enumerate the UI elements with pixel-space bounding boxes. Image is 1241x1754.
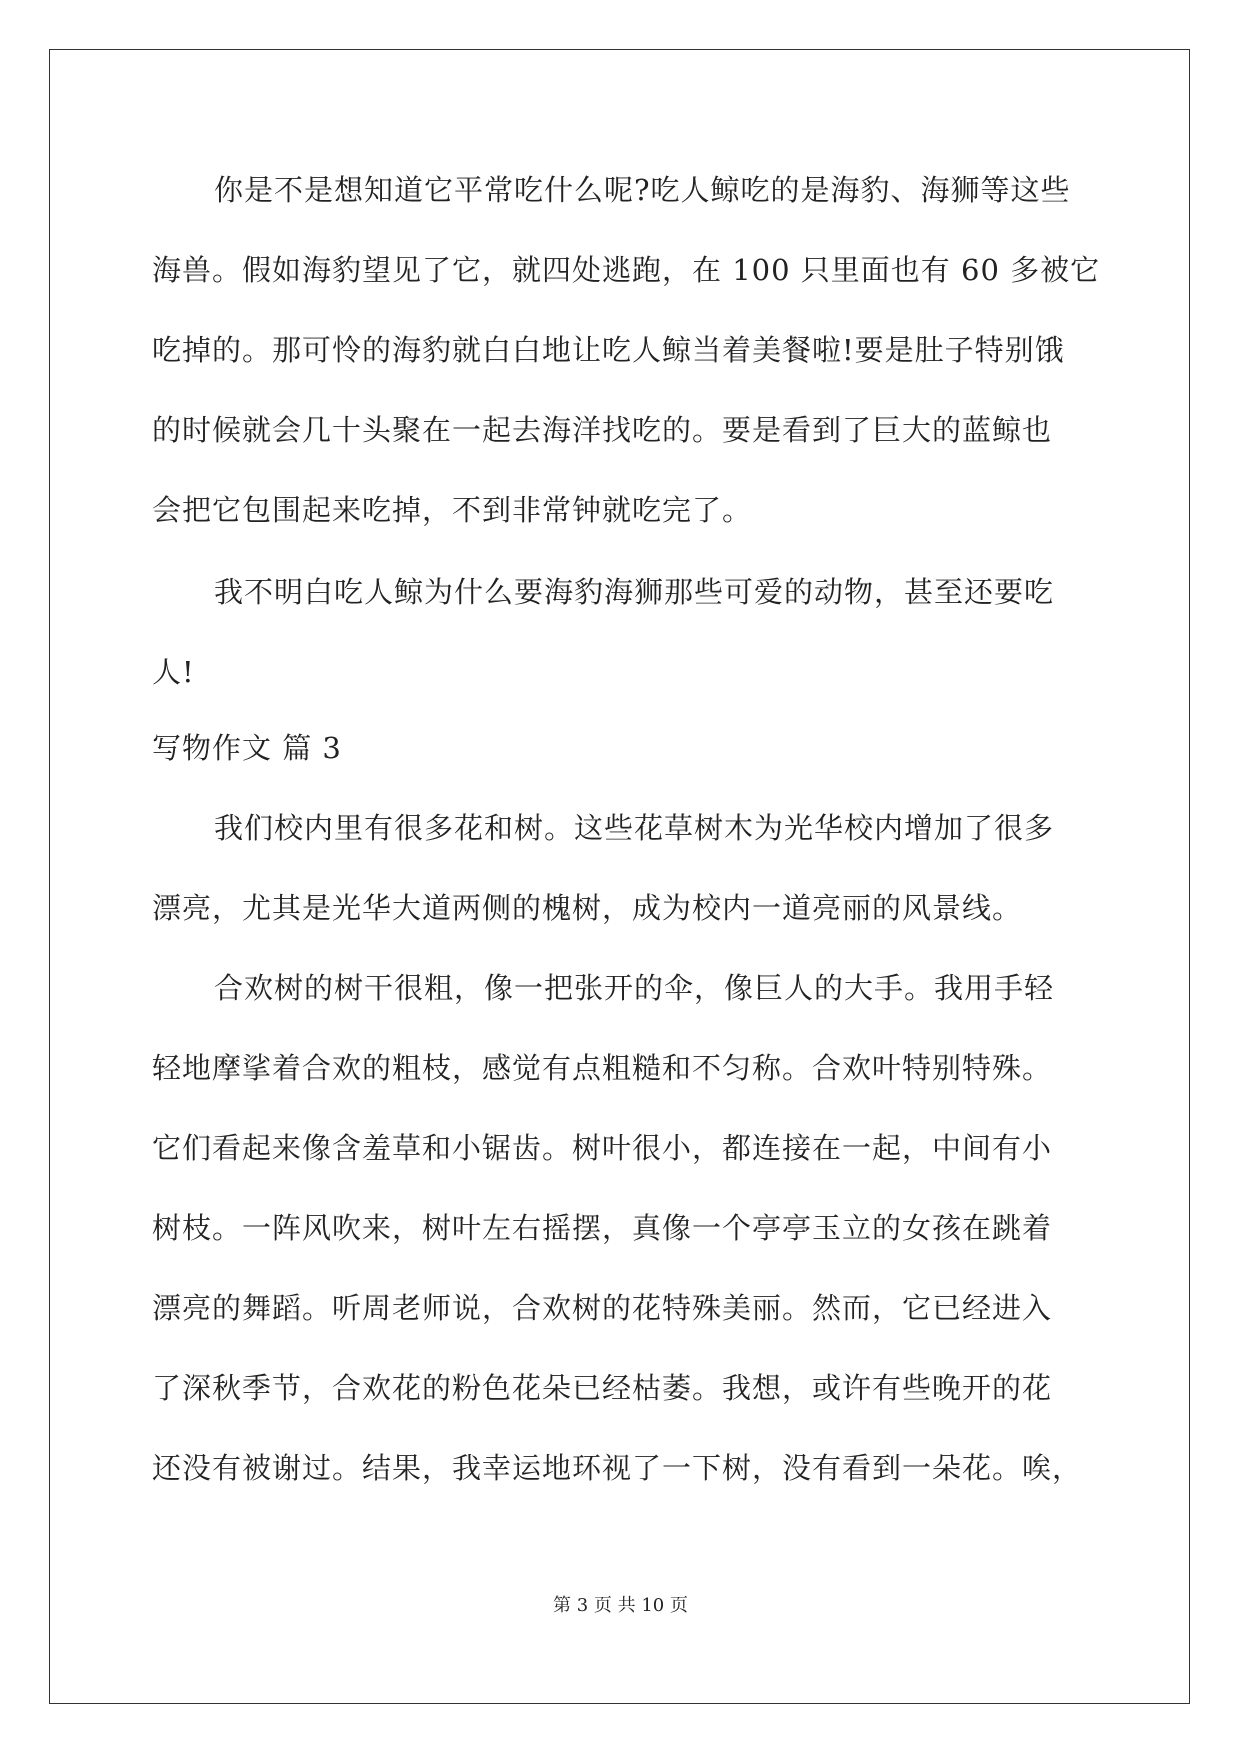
paragraph-2-line-1: 我不明白吃人鲸为什么要海豹海狮那些可爱的动物，甚至还要吃 <box>214 575 1055 609</box>
paragraph-4-line-5: 漂亮的舞蹈。听周老师说，合欢树的花特殊美丽。然而，它已经进入 <box>152 1291 1053 1325</box>
paragraph-4-line-2: 轻地摩挲着合欢的粗枝，感觉有点粗糙和不匀称。合欢叶特别特殊。 <box>152 1051 1053 1085</box>
paragraph-1-line-5: 会把它包围起来吃掉，不到非常钟就吃完了。 <box>152 493 753 527</box>
paragraph-4-line-4: 树枝。一阵风吹来，树叶左右摇摆，真像一个亭亭玉立的女孩在跳着 <box>152 1211 1053 1245</box>
page-footer: 第 3 页 共 10 页 <box>553 1595 688 1616</box>
paragraph-2-line-2: 人! <box>152 655 195 689</box>
paragraph-4-line-1: 合欢树的树干很粗，像一把张开的伞，像巨人的大手。我用手轻 <box>214 971 1055 1005</box>
paragraph-3-line-1: 我们校内里有很多花和树。这些花草树木为光华校内增加了很多 <box>214 811 1055 845</box>
paragraph-3-line-2: 漂亮，尤其是光华大道两侧的槐树，成为校内一道亮丽的风景线。 <box>152 891 1023 925</box>
paragraph-1-line-2: 海兽。假如海豹望见了它，就四处逃跑，在 100 只里面也有 60 多被它 <box>152 253 1101 287</box>
section-heading: 写物作文 篇 3 <box>152 731 342 765</box>
paragraph-1-line-3: 吃掉的。那可怜的海豹就白白地让吃人鲸当着美餐啦!要是肚子特别饿 <box>152 333 1065 367</box>
paragraph-1-line-1: 你是不是想知道它平常吃什么呢?吃人鲸吃的是海豹、海狮等这些 <box>214 173 1071 207</box>
paragraph-4-line-6: 了深秋季节，合欢花的粉色花朵已经枯萎。我想，或许有些晚开的花 <box>152 1371 1053 1405</box>
paragraph-1-line-4: 的时候就会几十头聚在一起去海洋找吃的。要是看到了巨大的蓝鲸也 <box>152 413 1053 447</box>
paragraph-4-line-3: 它们看起来像含羞草和小锯齿。树叶很小，都连接在一起，中间有小 <box>152 1131 1053 1165</box>
paragraph-4-line-7: 还没有被谢过。结果，我幸运地环视了一下树，没有看到一朵花。唉， <box>152 1451 1083 1485</box>
